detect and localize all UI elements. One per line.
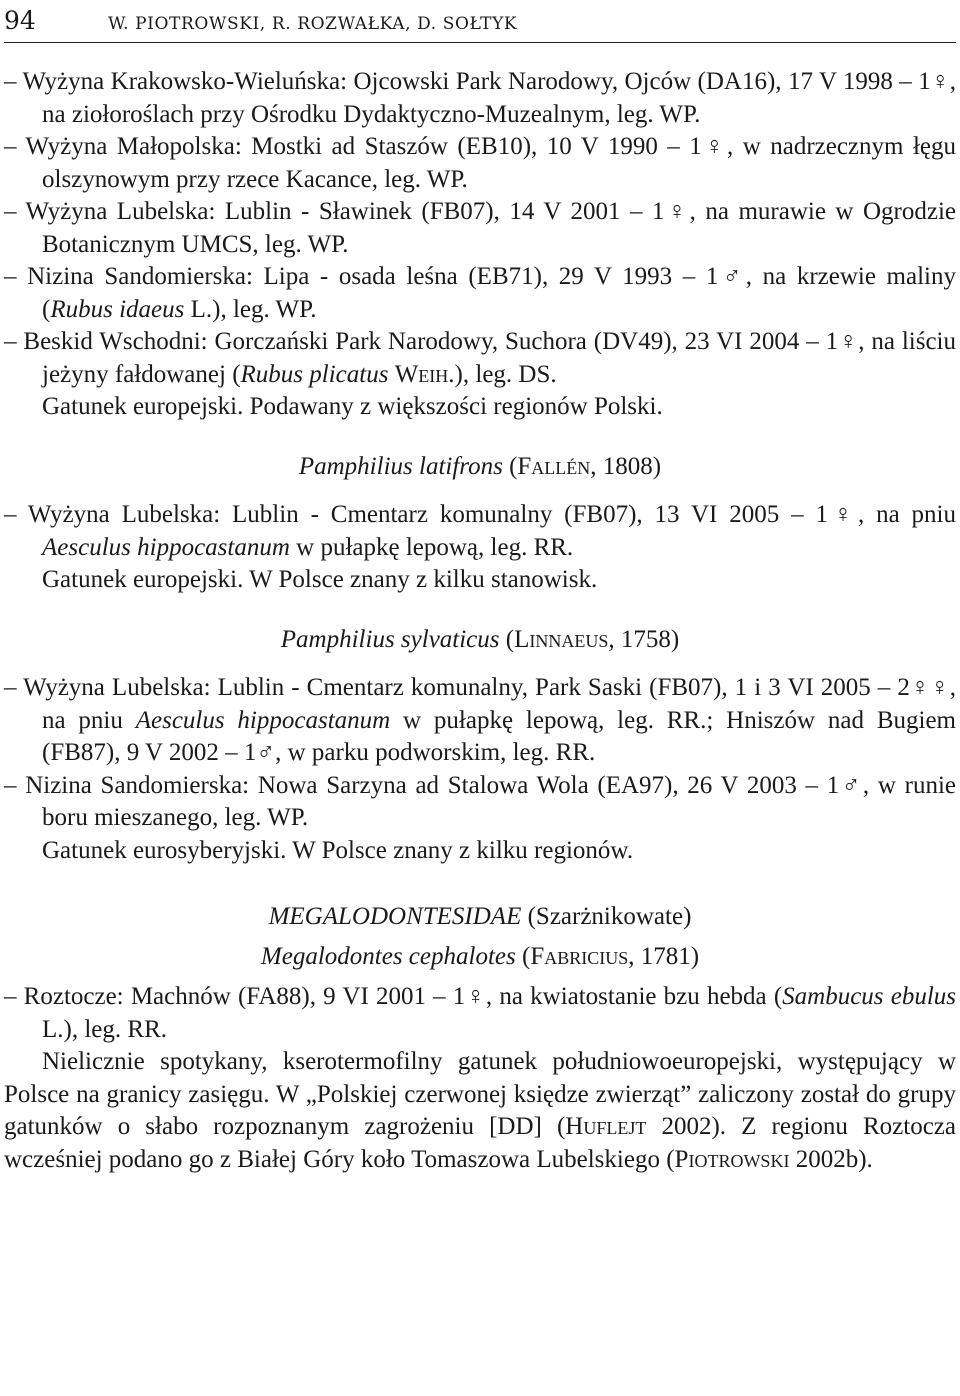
paragraph-text: Nielicznie spotykany, kserotermofilny gatunek południowoeuropejski, występujący w Polsce na granicy zasięgu. W „Polskiej czerwonej księdze zwierząt” zaliczony został do grupy gatunków o słabo rozpoznanym zagrożeniu [DD] (	[4, 1048, 956, 1140]
record-roztocze	[4, 981, 956, 1046]
species-author: Fabricius	[530, 942, 629, 970]
record-krakowsko-wielunska: – Wyżyna Krakowsko-Wieluńska: Ojcowski Park Narodowy, Ojców (DA16), 17 V 1998 – 1♀, na ziołoroślach przy Ośrodku Dydaktyczno-Muzealnym, leg. WP.	[4, 68, 956, 128]
species-year: , 1758)	[608, 625, 680, 653]
article-body	[4, 66, 956, 1176]
family-heading	[4, 901, 956, 934]
species-name: Pamphilius sylvaticus	[280, 625, 500, 653]
record-nizina-lipa	[4, 261, 956, 326]
record-nowa-sarzyna: – Nizina Sandomierska: Nowa Sarzyna ad Stalowa Wola (EA97), 26 V 2003 – 1♂, w runie boru mieszanego, leg. WP.	[4, 771, 956, 831]
species-heading-latifrons	[4, 451, 956, 484]
record-lubelska-slawinek: – Wyżyna Lubelska: Lublin - Sławinek (FB07), 14 V 2001 – 1♀, na murawie w Ogrodzie Botanicznym UMCS, leg. WP.	[4, 198, 956, 258]
distribution-note: Gatunek europejski. Podawany z większości regionów Polski.	[42, 393, 663, 420]
family-common-name: (Szarżnikowate)	[521, 903, 692, 930]
discussion-paragraph	[4, 1046, 956, 1176]
paragraph-text: 2002). Z regionu Roztocza wcześniej podano go z Białej Góry koło Tomaszowa Lubelskiego (	[4, 1113, 956, 1173]
page-number: 94	[4, 6, 36, 35]
taxon-name: Rubus idaeus	[50, 295, 185, 323]
taxon-name: Aesculus hippocastanum	[42, 533, 290, 561]
record-text: w pułapkę lepową, leg. RR.; Hniszów nad Bugiem (FB87), 9 V 2002 – 1♂, w parku podworskim, leg. RR.	[42, 706, 956, 766]
species-heading-cephalotes	[4, 941, 956, 974]
species-name: Pamphilius latifrons	[298, 452, 503, 480]
record-lublin-cmentarz	[4, 499, 956, 564]
citation-author: Huflejt	[565, 1113, 647, 1140]
species-name: Megalodontes cephalotes	[260, 942, 516, 970]
paragraph-text: 2002b).	[789, 1145, 873, 1173]
record-text: w pułapkę lepową, leg. RR.	[289, 533, 574, 561]
record-text: – Beskid Wschodni: Gorczański Park Narodowy, Suchora (DV49), 23 VI 2004 – 1♀, na liściu jeżyny fałdowanej (	[4, 328, 956, 388]
species-year: , 1808)	[590, 452, 662, 480]
taxon-name: Rubus plicatus	[240, 360, 389, 388]
page-header	[4, 2, 956, 43]
taxon-author: Weih	[394, 360, 449, 388]
distribution-note: Gatunek europejski. W Polsce znany z kilku stanowisk.	[42, 566, 598, 593]
species-heading-sylvaticus	[4, 624, 956, 657]
record-text: .), leg. DS.	[448, 360, 557, 388]
family-name: MEGALODONTESIDAE	[268, 903, 522, 930]
distribution-note: Gatunek eurosyberyjski. W Polsce znany z kilku regionów.	[42, 836, 634, 864]
record-text: – Nizina Sandomierska: Lipa - osada leśna (EB71), 29 V 1993 – 1♂, na krzewie maliny (	[4, 263, 956, 323]
record-beskid	[4, 326, 956, 391]
citation-author: Piotrowski	[674, 1145, 790, 1173]
running-head: W. PIOTROWSKI, R. ROZWAŁKA, D. SOŁTYK	[108, 14, 518, 34]
paren: (	[499, 625, 515, 653]
taxon-name: Aesculus hippocastanum	[135, 706, 391, 734]
species-author: Linnaeus	[514, 625, 609, 653]
record-text: L.), leg. WP.	[184, 295, 317, 323]
taxon-name: Sambucus ebulus	[782, 983, 956, 1010]
record-text: – Wyżyna Lubelska: Lublin - Cmentarz komunalny (FB07), 13 VI 2005 – 1♀, na pniu	[4, 501, 956, 528]
record-text: – Roztocze: Machnów (FA88), 9 VI 2001 – 1♀, na kwiatostanie bzu hebda (	[4, 983, 783, 1010]
paren: (	[515, 942, 531, 970]
species-year: , 1781)	[628, 942, 700, 970]
record-lublin-park-saski	[4, 672, 956, 770]
record-malopolska: – Wyżyna Małopolska: Mostki ad Staszów (EB10), 10 V 1990 – 1♀, w nadrzecznym łęgu olszynowym przy rzece Kacance, leg. WP.	[4, 133, 956, 193]
record-text: – Wyżyna Lubelska: Lublin - Cmentarz komunalny, Park Saski (FB07), 1 i 3 VI 2005 – 2♀♀, na pniu	[4, 674, 956, 734]
record-text: L.), leg. RR.	[42, 1015, 167, 1043]
paren: (	[502, 452, 518, 480]
species-author: Fallén	[517, 452, 591, 480]
